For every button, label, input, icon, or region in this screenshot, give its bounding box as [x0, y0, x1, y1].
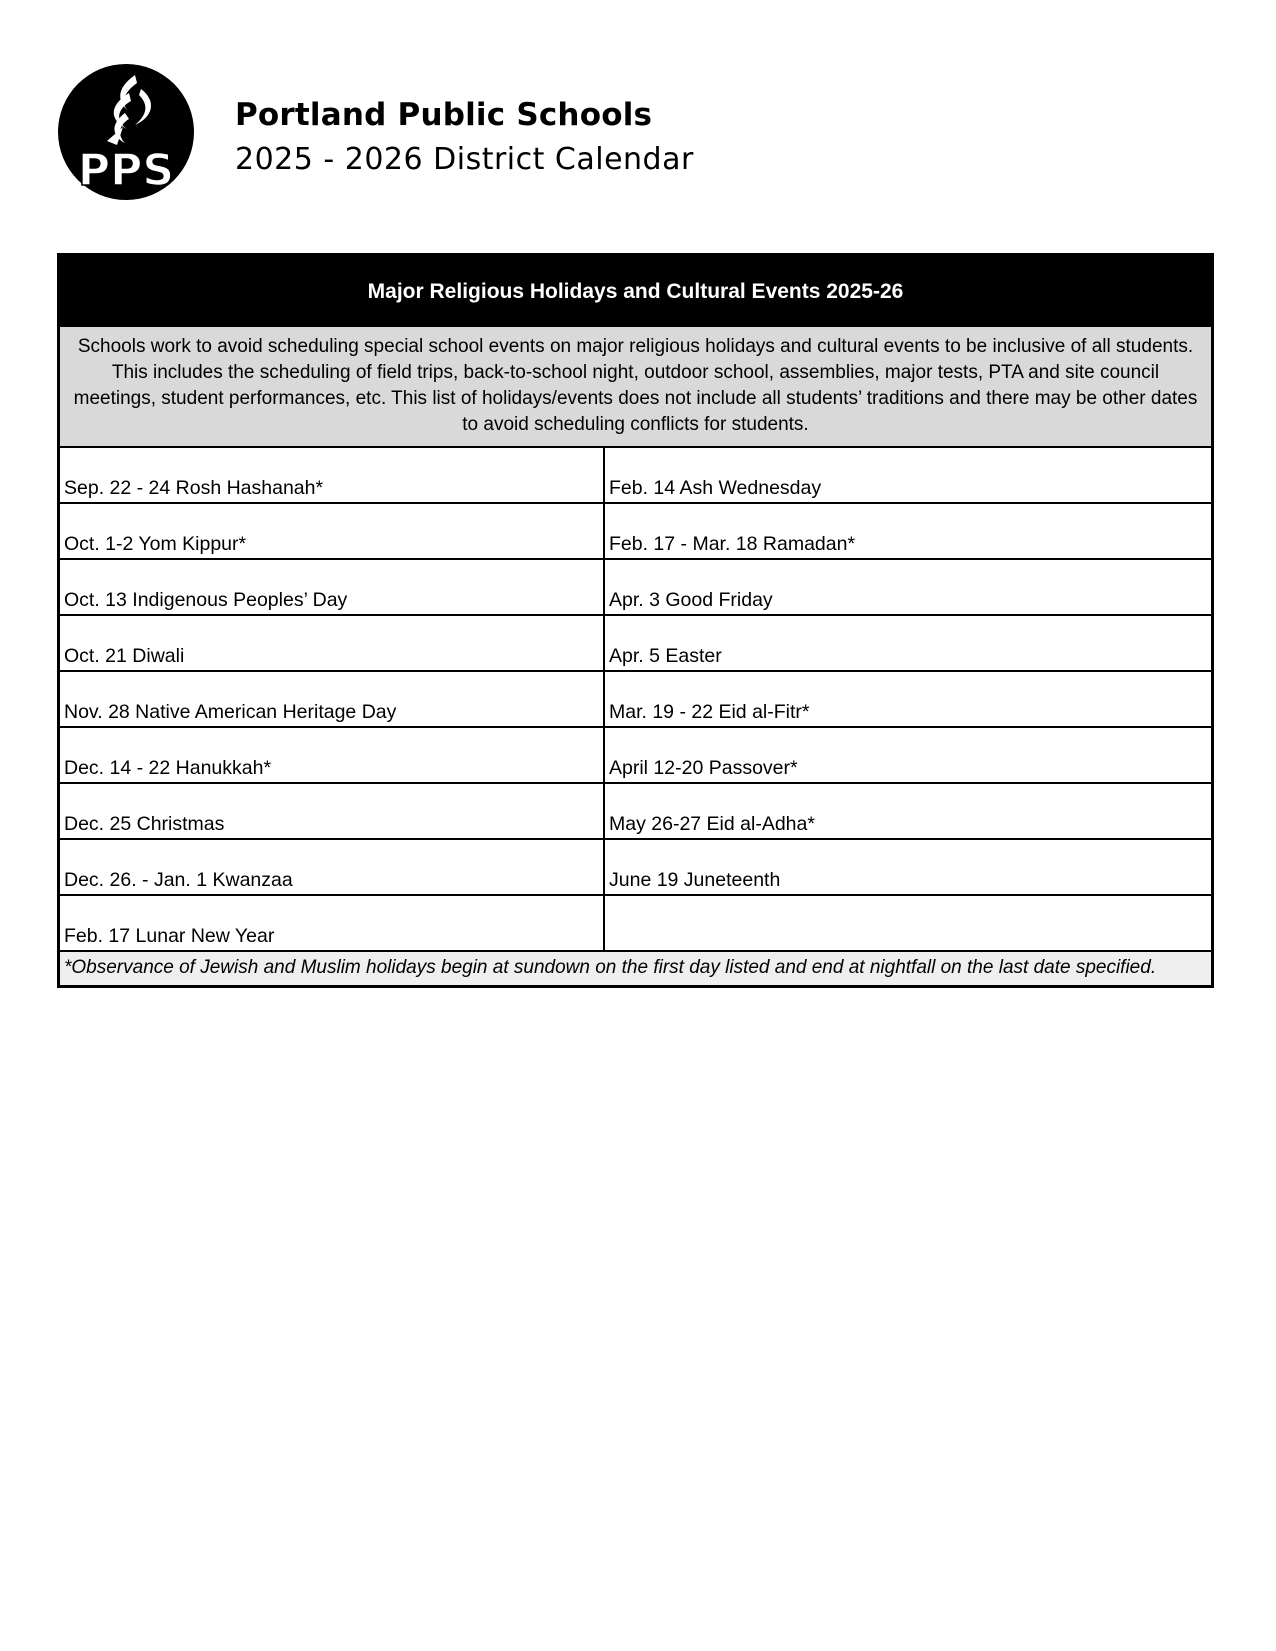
table-row — [60, 728, 1211, 784]
holiday-cell-left: Oct. 21 Diwali — [60, 616, 605, 670]
table-title: Major Religious Holidays and Cultural Events 2025-26 — [60, 256, 1211, 327]
holiday-cell-left: Sep. 22 - 24 Rosh Hashanah* — [60, 448, 605, 502]
table-row — [60, 560, 1211, 616]
holiday-cell-left: Dec. 25 Christmas — [60, 784, 605, 838]
pps-logo — [57, 63, 195, 201]
holiday-cell-left: Feb. 17 Lunar New Year — [60, 896, 605, 950]
holiday-cell-right: April 12-20 Passover* — [609, 757, 798, 779]
table-row — [60, 616, 1211, 672]
table-row — [60, 504, 1211, 560]
pps-flame-logo-icon — [57, 63, 195, 201]
holiday-cell-left: Oct. 13 Indigenous Peoples’ Day — [60, 560, 605, 614]
table-row — [60, 672, 1211, 728]
document-title: 2025 - 2026 District Calendar — [235, 142, 694, 177]
holiday-cell-right: May 26-27 Eid al-Adha* — [609, 813, 815, 835]
organization-name: Portland Public Schools — [235, 97, 653, 133]
holiday-cell-right: Mar. 19 - 22 Eid al-Fitr* — [609, 701, 810, 723]
holiday-cell-left: Dec. 26. - Jan. 1 Kwanzaa — [60, 840, 605, 894]
holiday-cell-right: June 19 Juneteenth — [609, 869, 781, 891]
table-intro: Schools work to avoid scheduling special school events on major religious holidays and cultural events to be inclusive of all students. This includes the scheduling of field trips, back-to-school night, outdoor school, assemblies, major tests, PTA and site council meetings, student performances, etc. This list of holidays/events does not include all students’ traditions and there may be other dates to avoid scheduling conflicts for students. — [60, 327, 1211, 448]
holiday-cell-right: Apr. 3 Good Friday — [609, 589, 773, 611]
holiday-cell-left: Nov. 28 Native American Heritage Day — [60, 672, 605, 726]
table-row — [60, 896, 1211, 952]
holidays-table — [57, 253, 1214, 988]
holiday-cell-right: Feb. 14 Ash Wednesday — [609, 477, 822, 499]
logo-text: PPS — [77, 145, 175, 196]
holiday-cell-left: Dec. 14 - 22 Hanukkah* — [60, 728, 605, 782]
holidays-grid — [60, 448, 1211, 952]
holiday-cell-right — [605, 896, 1211, 950]
table-footnote: *Observance of Jewish and Muslim holidays begin at sundown on the first day listed and end at nightfall on the last date specified. — [60, 952, 1211, 985]
table-row — [60, 840, 1211, 896]
holiday-cell-right: Apr. 5 Easter — [609, 645, 722, 667]
holiday-cell-left: Oct. 1-2 Yom Kippur* — [60, 504, 605, 558]
table-row — [60, 784, 1211, 840]
holiday-cell-right: Feb. 17 - Mar. 18 Ramadan* — [609, 533, 856, 555]
table-row — [60, 448, 1211, 504]
